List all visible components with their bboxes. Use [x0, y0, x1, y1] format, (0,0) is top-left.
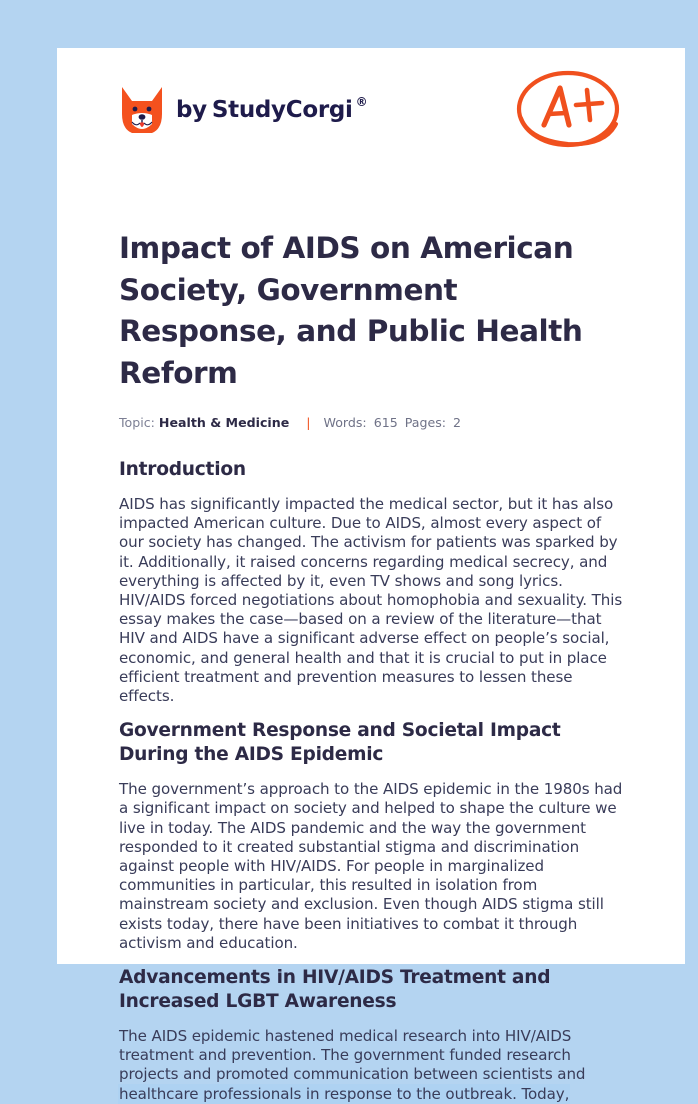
- document-page: [57, 48, 685, 1103]
- document-body: [119, 431, 623, 1104]
- meta-separator: |: [306, 415, 311, 430]
- words-label: Words:: [323, 415, 367, 430]
- a-plus-grade-badge-icon: [513, 68, 623, 152]
- document-header: [119, 48, 623, 160]
- corgi-face-icon: [119, 84, 165, 136]
- paragraph-text: The AIDS epidemic hastened medical research into HIV/AIDS treatment and prevention. The government funded research projects and promoted communication between scientists and: [119, 1027, 586, 1084]
- pages-label: Pages:: [404, 415, 447, 430]
- selected-text: healthcare professionals in response to the outbreak. Today,: [119, 1084, 570, 1103]
- page-title: Impact of AIDS on American Society, Government Response, and Public Health Reform: [119, 231, 583, 390]
- registered-trademark-icon: ®: [355, 94, 368, 109]
- pages-value: 2: [453, 415, 462, 430]
- brand-name: StudyCorgi: [211, 96, 353, 123]
- topic-value[interactable]: Health & Medicine: [158, 415, 290, 430]
- section-heading-government-response: Government Response and Societal Impact During the AIDS Epidemic: [119, 720, 561, 766]
- section-paragraph: AIDS has significantly impacted the medical sector, but it has also impacted American culture. Due to AIDS, almost every aspect of our society has changed. The activism for patients was sparked by it. Additionally, it raised concerns regarding medical secrecy, and everything is affected by it, even TV shows and song lyrics. HIV/AIDS forced negotiations about homophobia and sexuality. This essay makes the case—based on a review of the literature—that HIV and AIDS have a significant adverse effect on people’s social, economic, and general health and that it is crucial to put in place efficient treatment and prevention measures to lessen these effects.: [119, 495, 623, 706]
- section-paragraph: The government’s approach to the AIDS epidemic in the 1980s had a significant impact on society and helped to shape the culture we live in today. The AIDS pandemic and the way the government responded to it created substantial stigma and discrimination against people with HIV/AIDS. For people in marginalized communities in particular, this resulted in isolation from mainstream society and exclusion. Even though AIDS stigma still exists today, there have been initiatives to combat it through activism and education.: [119, 780, 623, 952]
- studycorgi-brand[interactable]: [119, 84, 367, 136]
- words-value: 615: [373, 415, 398, 430]
- brand-wordmark: [176, 94, 368, 123]
- section-heading-introduction: Introduction: [119, 459, 246, 480]
- section-paragraph: [119, 1027, 623, 1104]
- brand-prefix: by: [176, 96, 207, 123]
- document-meta: [119, 415, 623, 431]
- topic-label: Topic:: [119, 415, 155, 430]
- section-heading-advancements: Advancements in HIV/AIDS Treatment and Increased LGBT Awareness: [119, 967, 551, 1013]
